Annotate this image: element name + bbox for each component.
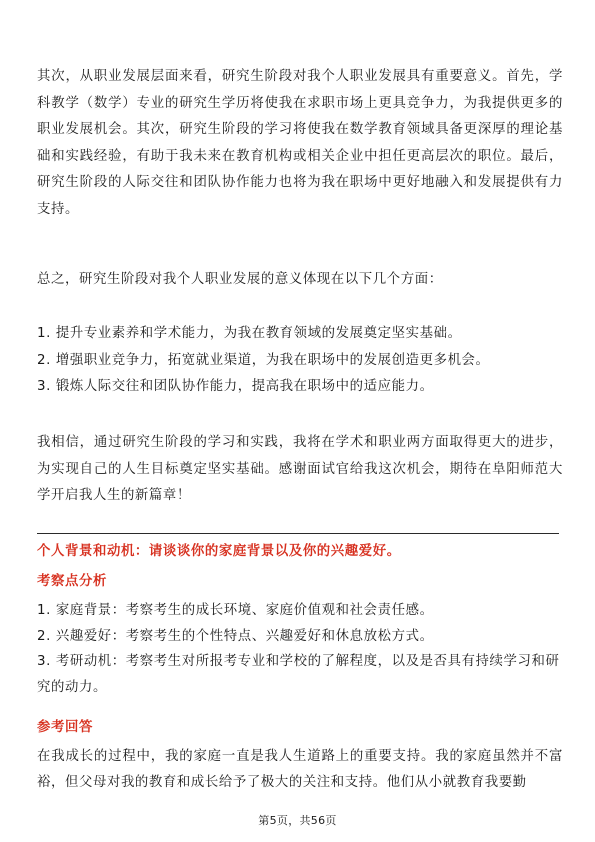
list-item: 2. 增强职业竞争力，拓宽就业渠道，为我在职场中的发展创造更多机会。 bbox=[37, 352, 490, 368]
question-heading: 个人背景和动机：请谈谈你的家庭背景以及你的兴趣爱好。 bbox=[37, 544, 401, 559]
section-divider bbox=[37, 533, 559, 534]
analysis-heading: 考察点分析 bbox=[37, 574, 107, 589]
list-item: 2. 兴趣爱好：考察考生的个性特点、兴趣爱好和休息放松方式。 bbox=[37, 628, 434, 644]
reference-answer-heading: 参考回答 bbox=[37, 720, 93, 735]
summary-list bbox=[37, 321, 563, 401]
list-item: 3. 锻炼人际交往和团队协作能力，提高我在职场中的适应能力。 bbox=[37, 379, 434, 394]
list-item: 1. 家庭背景：考察考生的成长环境、家庭价值观和社会责任感。 bbox=[37, 603, 434, 618]
reference-answer-text: 在我成长的过程中，我的家庭一直是我人生道路上的重要支持。我的家庭虽然并不富裕，但父母对我的教育和成长给予了极大的关注和支持。他们从小就教育我要勤 bbox=[37, 749, 563, 790]
list-item: 1. 提升专业素养和学术能力，为我在教育领域的发展奠定坚实基础。 bbox=[37, 326, 462, 341]
list-item: 3. 考研动机：考察考生对所报考专业和学校的了解程度，以及是否具有持续学习和研究的动力。 bbox=[37, 654, 560, 695]
page-number: 第5页，共56页 bbox=[258, 814, 337, 827]
paragraph-summary-intro: 总之，研究生阶段对我个人职业发展的意义体现在以下几个方面： bbox=[37, 272, 443, 287]
analysis-list bbox=[37, 598, 563, 700]
paragraph-career-development: 其次，从职业发展层面来看，研究生阶段对我个人职业发展具有重要意义。首先，学科教学（数学）专业的研究生学历将使我在求职市场上更具竞争力，为我提供更多的职业发展机会。其次，研究生阶段的学习将使我在数学教育领域具备更深厚的理论基础和实践经验，有助于我未来在教育机构或相关企业中担任更高层次的职位。最后，研究生阶段的人际交往和团队协作能力也将为我在职场中更好地融入和发展提供有力支持。 bbox=[37, 69, 563, 217]
paragraph-conclusion: 我相信，通过研究生阶段的学习和实践，我将在学术和职业两方面取得更大的进步，为实现自己的人生目标奠定坚实基础。感谢面试官给我这次机会，期待在阜阳师范大学开启我人生的新篇章！ bbox=[37, 435, 563, 503]
